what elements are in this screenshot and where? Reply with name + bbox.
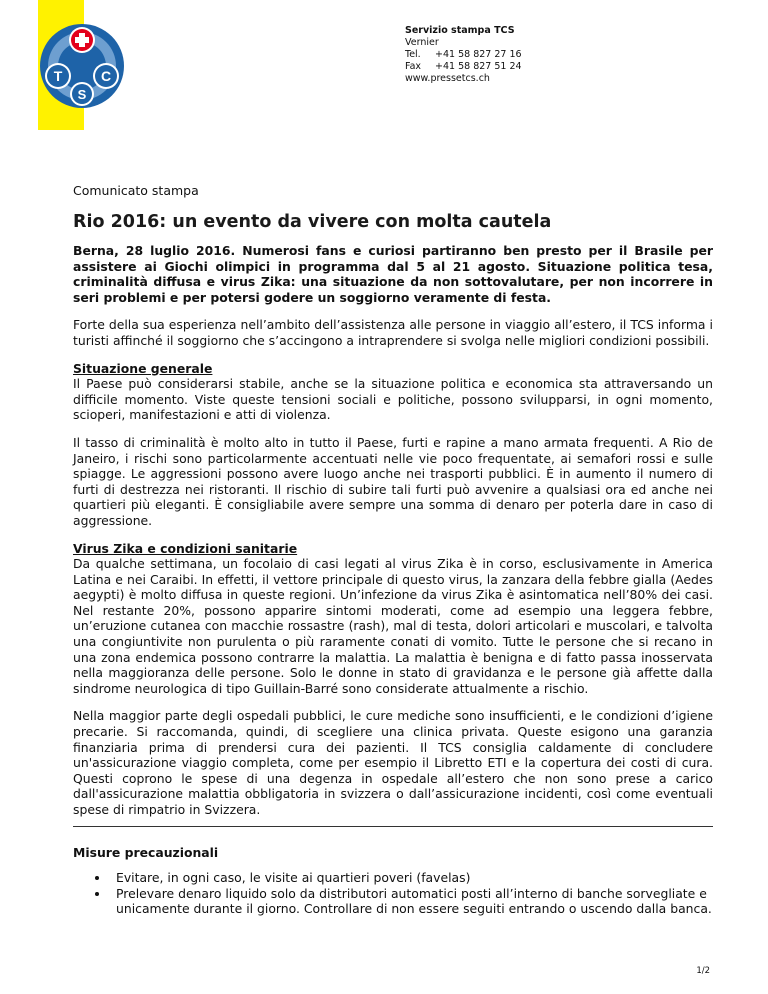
document-type: Comunicato stampa	[73, 183, 199, 198]
section-divider	[73, 826, 713, 827]
section-zika-text-2: Nella maggior parte degli ospedali pubblici, le cure mediche sono insufficienti, e le condizioni d’igiene precarie. Si raccomanda, quindi, di scegliere una clinica privata. Queste esigono una garanzia finanziaria prima di prendersi cura dei pazienti. Il TCS consiglia caldamente di concludere un'assicurazione viaggio completa, come per esempio il Libretto ETI e la copertura dei costi di cura. Questi coprono le spese di una degenza in ospedale all’estero che non sono prese a carico dall'assicurazione malattia obbligatoria in svizzera o dall’assicurazione incidenti, così come eventuali spese di rimpatrio in Svizzera.	[73, 708, 713, 817]
logo-letter-t: T	[53, 68, 63, 84]
intro-paragraph: Forte della sua esperienza nell’ambito dell’assistenza alle persone in viaggio all’estero, il TCS informa i turisti affinché il soggiorno che s’accingono a intraprendere si svolga nelle migliori condizioni possibili.	[73, 317, 713, 348]
press-city: Vernier	[405, 37, 439, 48]
section-zika-text-1: Da qualche settimana, un focolaio di casi legati al virus Zika è in corso, esclusivamente in America Latina e nei Caraibi. In effetti, il vettore principale di questo virus, la zanzara della febbre gialla (Aedes aegypti) è molto diffusa in queste regioni. Un’infezione da virus Zika è asintomatica nell’80% dei casi. Nel restante 20%, possono apparire sintomi moderati, come ad esempio una leggera febbre, un’eruzione cutanea con macchie rossastre (rash), mal di testa, dolori articolari e muscolari, e talvolta una congiuntivite non purulenta o più raramente conati di vomito. Tutte le persone che si recano in una zona endemica possono contrarre la malattia. La malattia è benigna e di fatto passa inosservata nella maggioranza delle persone. Solo le donne in stato di gravidanza e le persone già affette dalla sindrome neurologica di tipo Guillain-Barré sono considerate attualmente a rischio.	[73, 556, 713, 696]
section-general-text-2: Il tasso di criminalità è molto alto in tutto il Paese, furti e rapine a mano armata frequenti. A Rio de Janeiro, i rischi sono particolarmente accentuati nelle vie poco frequentate, ai semafori rossi e sulle spiagge. Le aggressioni possono avere luogo anche nei trasporti pubblici. È in aumento il numero di furti di destrezza nei ristoranti. Il rischio di subire tali furti può avvenire a qualsiasi ora ed anche nei quartieri più eleganti. È consigliabile avere sempre una somma di denaro per poterla dare in caso di aggressione.	[73, 434, 713, 528]
logo-letter-s: S	[77, 87, 87, 102]
tel-number: +41 58 827 27 16	[435, 49, 522, 60]
press-fax-row	[405, 61, 522, 73]
section-zika-title: Virus Zika e condizioni sanitarie	[73, 540, 298, 556]
section-general	[73, 361, 713, 423]
tcs-logo	[38, 22, 126, 114]
page-title: Rio 2016: un evento da vivere con molta cautela	[73, 212, 552, 232]
press-website: www.pressetcs.ch	[405, 73, 490, 84]
precautions-list	[73, 870, 713, 917]
page-number: 1/2	[696, 966, 710, 976]
article-body	[73, 243, 713, 917]
tel-label: Tel.	[405, 49, 421, 60]
section-general-title: Situazione generale	[73, 360, 213, 376]
fax-label: Fax	[405, 61, 422, 72]
logo-letter-c: C	[100, 68, 112, 84]
list-item: • Prelevare denaro liquido solo da distributori automatici posti all’interno di banche sorvegliate e unicamente durante il giorno. Controllare di non essere seguiti entrando o uscendo dalla banca.	[110, 886, 713, 917]
lead-paragraph: Berna, 28 luglio 2016. Numerosi fans e curiosi partiranno ben presto per il Brasile per assistere ai Giochi olimpici in programma dal 5 al 21 agosto. Situazione politica tesa, criminalità diffusa e virus Zika: una situazione da non sottovalutare, per non incorrere in seri problemi e per potersi godere un soggiorno veramente di festa.	[73, 243, 713, 305]
section-general-text-1: Il Paese può considerarsi stabile, anche se la situazione politica e economica sta attraversando un difficile momento. Viste queste tensioni sociali e politiche, possono svilupparsi, in ogni momento, scioperi, manifestazioni e atti di violenza.	[73, 376, 713, 423]
press-tel-row	[405, 49, 522, 61]
list-item: • Evitare, in ogni caso, le visite ai quartieri poveri (favelas)	[110, 870, 713, 886]
section-zika	[73, 541, 713, 697]
press-contact-block	[405, 25, 522, 85]
press-service-title: Servizio stampa TCS	[405, 25, 515, 36]
section-precautions-title: Misure precauzionali	[73, 844, 219, 860]
fax-number: +41 58 827 51 24	[435, 61, 522, 72]
